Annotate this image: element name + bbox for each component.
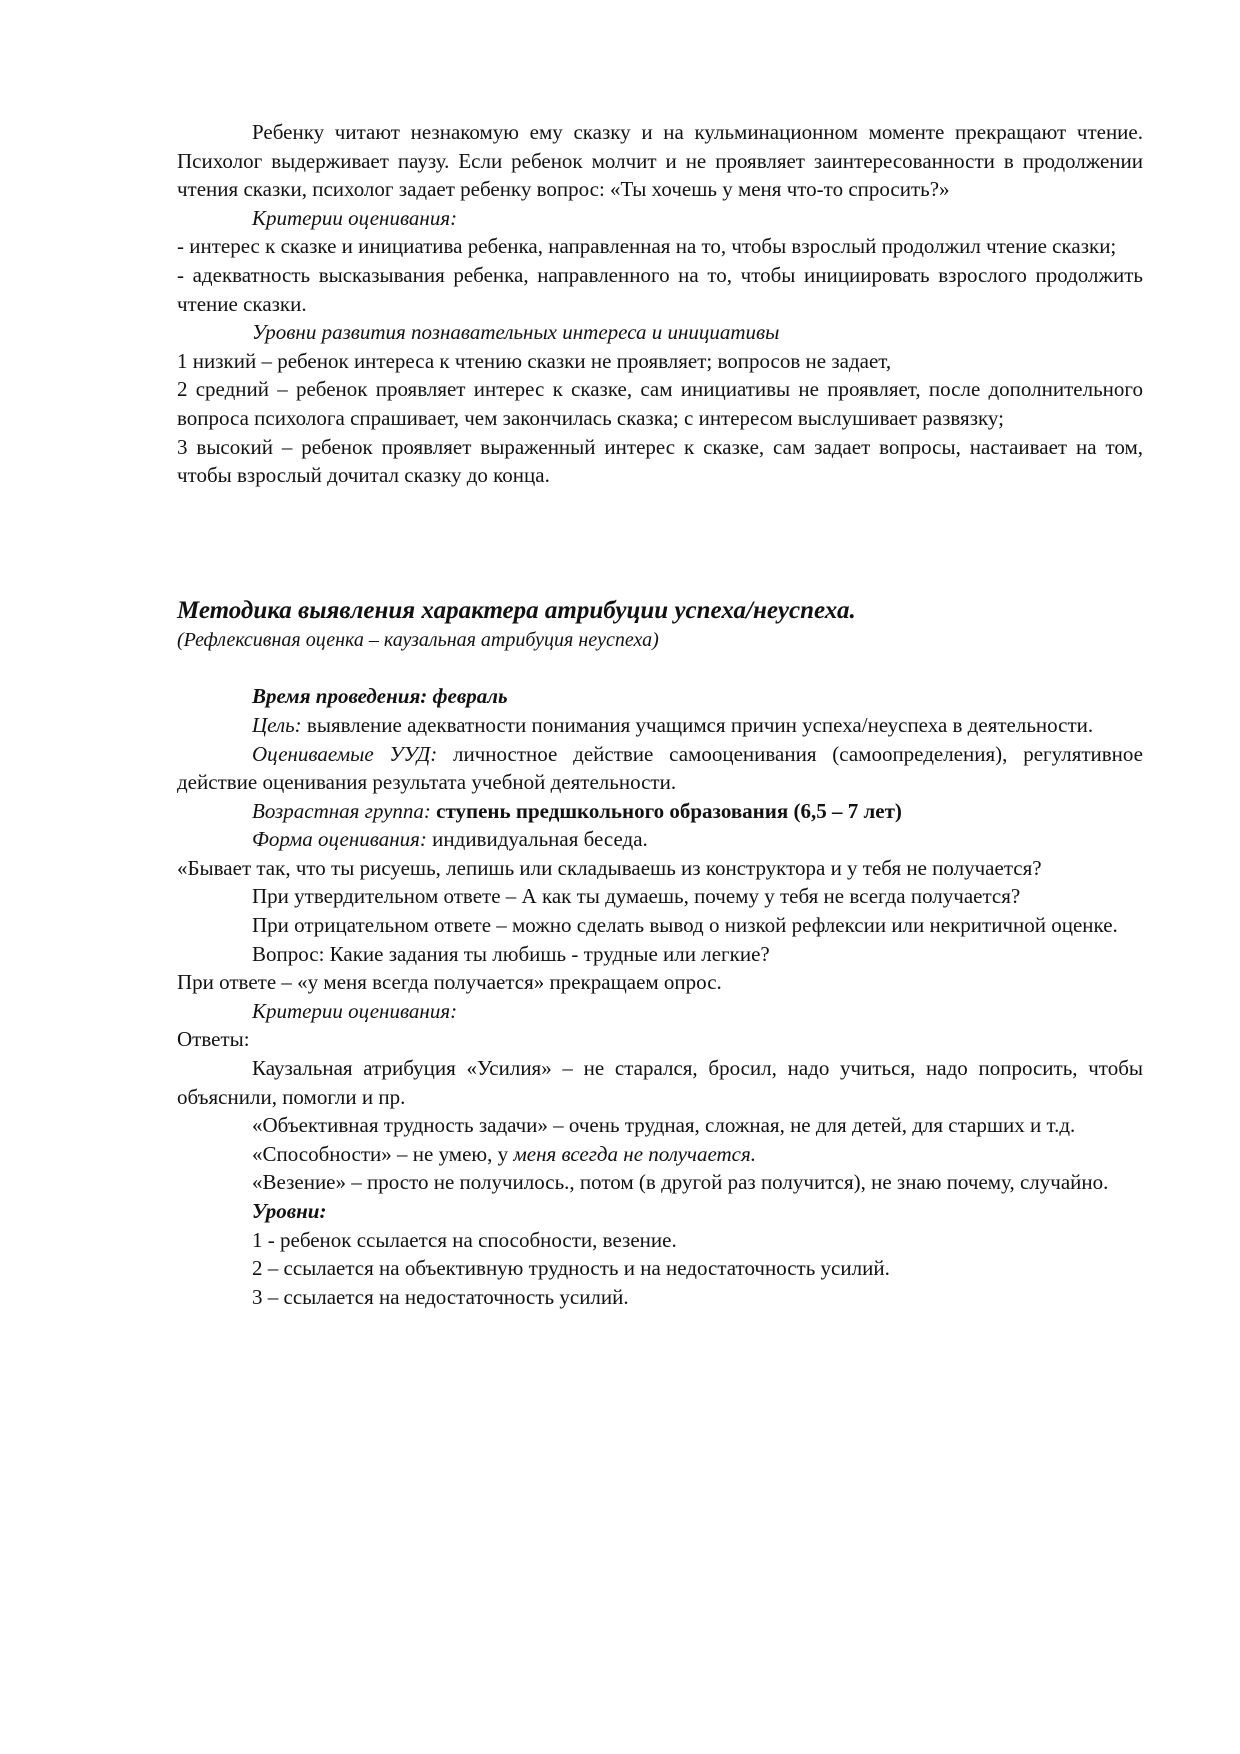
level-item: 1 низкий – ребенок интереса к чтению сказки не проявляет; вопросов не задает, [177, 348, 892, 373]
level-item-2: 1 - ребенок ссылается на способности, везение. [252, 1227, 677, 1252]
positive-answer: При утвердительном ответе – А как ты думаешь, почему у тебя не всегда получается? [252, 884, 1021, 909]
uud-text: личностное действие самооценивания (самоопределения), регулятивное действие оценивания результата учебной деятельности. [177, 741, 1143, 795]
criteria-item: - адекватность высказывания ребенка, направленного на то, чтобы инициировать взрослого продолжить чтение сказки. [177, 262, 1143, 316]
levels-heading: Уровни развития познавательных интереса и инициативы [252, 320, 780, 345]
uud-paragraph [177, 740, 1143, 797]
negative-answer: При отрицательном ответе – можно сделать вывод о низкой рефлексии или некритичной оценке. [252, 913, 1118, 938]
answer-effort: Каузальная атрибуция «Усилия» – не старался, бросил, надо учиться, надо попросить, чтобы объяснили, помогли и пр. [177, 1056, 1143, 1109]
goal-label: Цель: [252, 712, 302, 737]
level-item: 2 средний – ребенок проявляет интерес к сказке, сам инициативы не проявляет, после дополнительного вопроса психолога спрашивает, чем закончилась сказка; с интересом выслушивает развязку; [177, 377, 1143, 430]
spacer [177, 654, 1143, 682]
form-paragraph [177, 825, 1143, 854]
age-text: ступень предшкольного образования (6,5 – 7 лет) [430, 798, 902, 823]
level-item-2: 2 – ссылается на объективную трудность и на недостаточность усилий. [252, 1256, 890, 1281]
age-paragraph [177, 797, 1143, 826]
document-page [177, 118, 1143, 1311]
goal-text: выявление адекватности понимания учащимся причин успеха/неуспеха в деятельности. [301, 712, 1094, 737]
levels-heading-2: Уровни: [252, 1199, 327, 1223]
answer-difficulty: «Объективная трудность задачи» – очень трудная, сложная, не для детей, для старших и т.д. [252, 1113, 1076, 1138]
answer-ability-text: «Способности» – не умею, у [252, 1141, 514, 1166]
criteria-heading: Критерии оценивания: [252, 205, 458, 230]
age-label: Возрастная группа: [252, 798, 431, 823]
uud-label: Оцениваемые УУД: [252, 741, 438, 766]
time-label: Время проведения: февраль [252, 684, 508, 709]
stop-rule: При ответе – «у меня всегда получается» прекращаем опрос. [177, 970, 722, 995]
goal-paragraph [177, 711, 1143, 740]
method-subtitle: (Рефлексивная оценка – каузальная атрибуция неуспеха) [177, 628, 659, 651]
answer-luck: «Везение» – просто не получилось., потом (в другой раз получится), не знаю почему, случайно. [252, 1170, 1109, 1195]
level-item-2: 3 – ссылается на недостаточность усилий. [252, 1284, 629, 1309]
form-text: индивидуальная беседа. [426, 827, 648, 852]
criteria-heading-2: Критерии оценивания: [252, 998, 458, 1023]
question-2: Вопрос: Какие задания ты любишь - трудные или легкие? [252, 941, 770, 966]
answer-ability-italic: меня всегда не получается. [513, 1141, 757, 1166]
intro-paragraph: Ребенку читают незнакомую ему сказку и на кульминационном моменте прекращают чтение. Психолог выдерживает паузу. Если ребенок молчит и не проявляет заинтересованности в продолжении чтения сказки, психолог задает ребенку вопрос: «Ты хочешь у меня что-то спросить?» [177, 120, 1143, 202]
method-title: Методика выявления характера атрибуции успеха/неуспеха. [177, 596, 856, 624]
question-1: «Бывает так, что ты рисуешь, лепишь или складываешь из конструктора и у тебя не получается? [177, 855, 1042, 880]
form-label: Форма оценивания: [252, 827, 427, 852]
answer-ability [177, 1140, 1143, 1169]
criteria-item: - интерес к сказке и инициатива ребенка, направленная на то, чтобы взрослый продолжил чтение сказки; [177, 234, 1117, 259]
level-item: 3 высокий – ребенок проявляет выраженный интерес к сказке, сам задает вопросы, настаивает на том, чтобы взрослый дочитал сказку до конца. [177, 434, 1143, 488]
answers-label: Ответы: [177, 1027, 250, 1052]
